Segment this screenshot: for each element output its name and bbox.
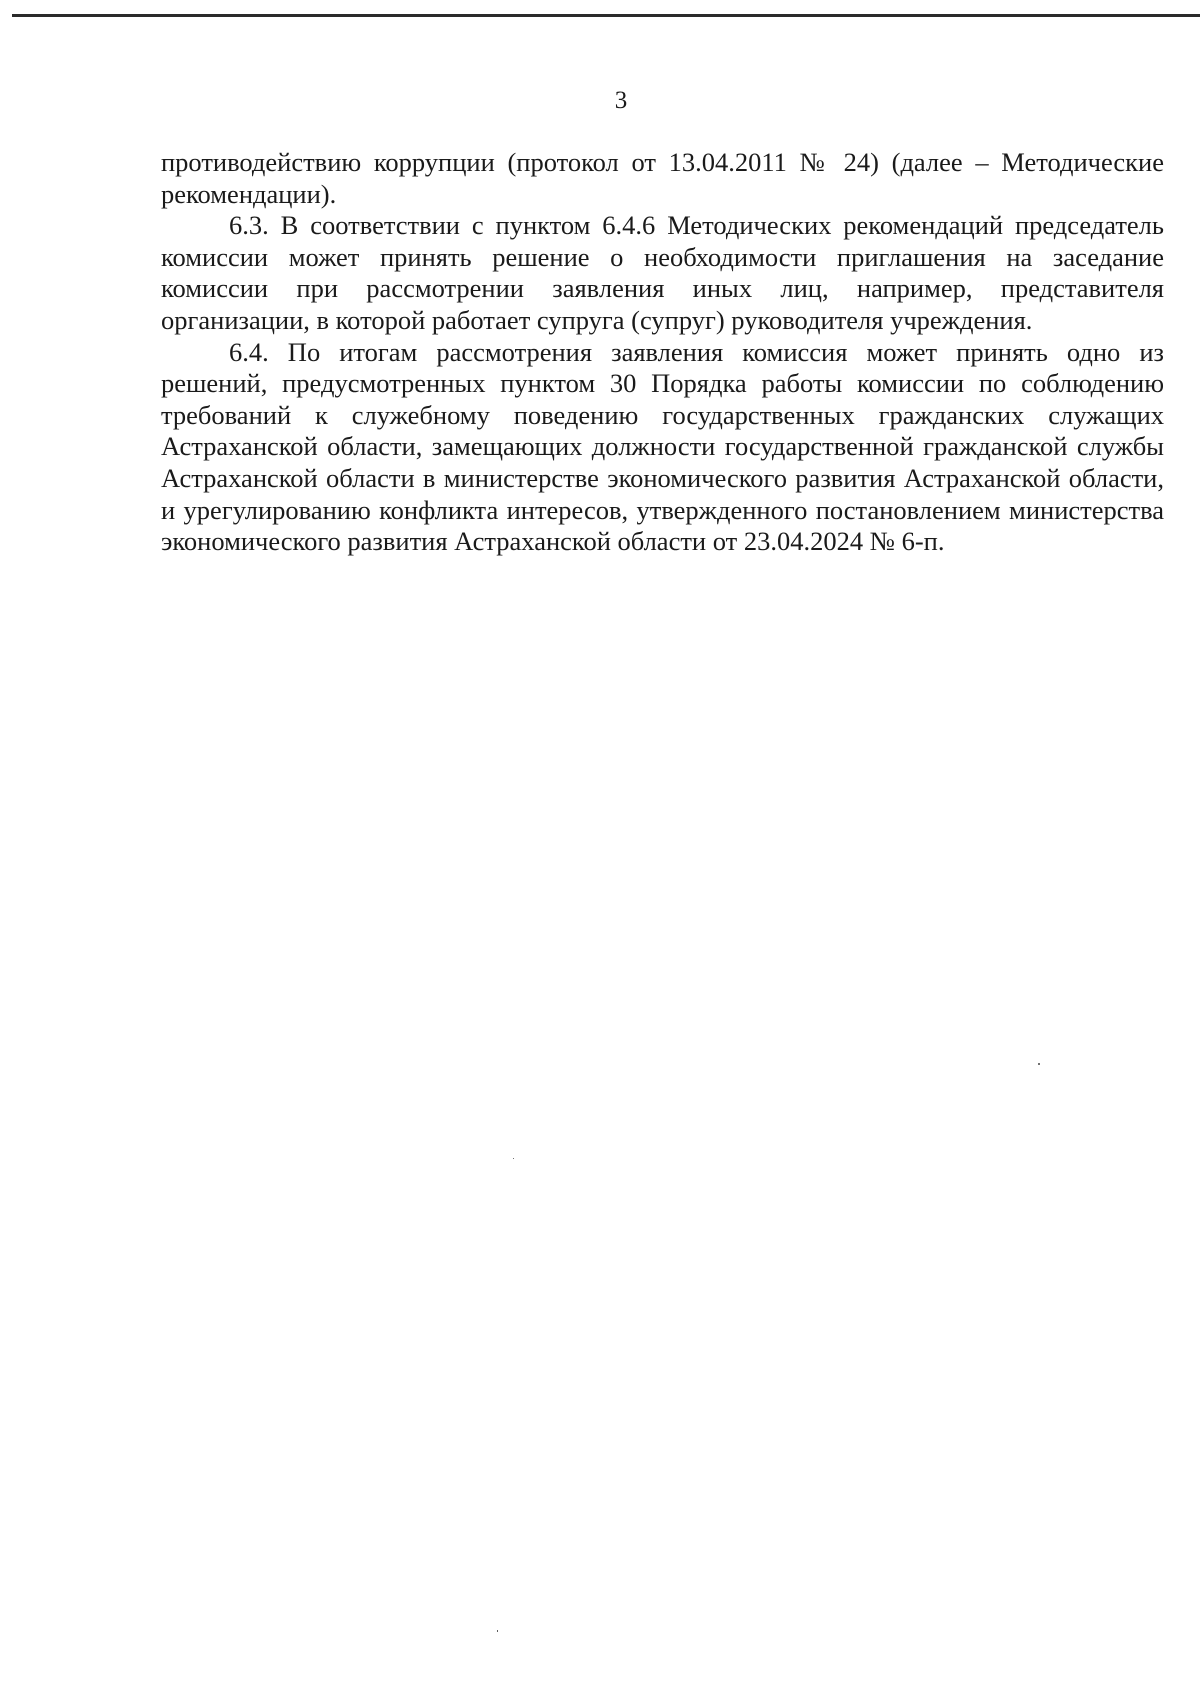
document-body [161,147,1164,558]
scan-speck [497,1630,498,1632]
paragraph-continuation: противодействию коррупции (протокол от 13.04.2011 № 24) (далее – Методические рекомендации). [161,147,1164,209]
paragraph-6-4: 6.4. По итогам рассмотрения заявления комиссия может принять одно из решений, предусмотренных пунктом 30 Порядка работы комиссии по соблюдению требований к служебному поведению государственных гражданских служащих Астраханской области, замещающих должности государственной гражданской службы Астраханской области в министерстве экономического развития Астраханской области, и урегулированию конфликта интересов, утвержденного постановлением министерства экономического развития Астраханской области от 23.04.2024 № 6-п. [161,336,1164,557]
top-border-line [12,14,1200,17]
page-number: 3 [614,87,628,114]
paragraph-6-3: 6.3. В соответствии с пунктом 6.4.6 Методических рекомендаций председатель комиссии может принять решение о необходимости приглашения на заседание комиссии при рассмотрении заявления иных лиц, например, представителя организации, в которой работает супруга (супруг) руководителя учреждения. [161,210,1164,335]
scan-speck [513,1158,514,1159]
scan-speck [1038,1063,1040,1065]
